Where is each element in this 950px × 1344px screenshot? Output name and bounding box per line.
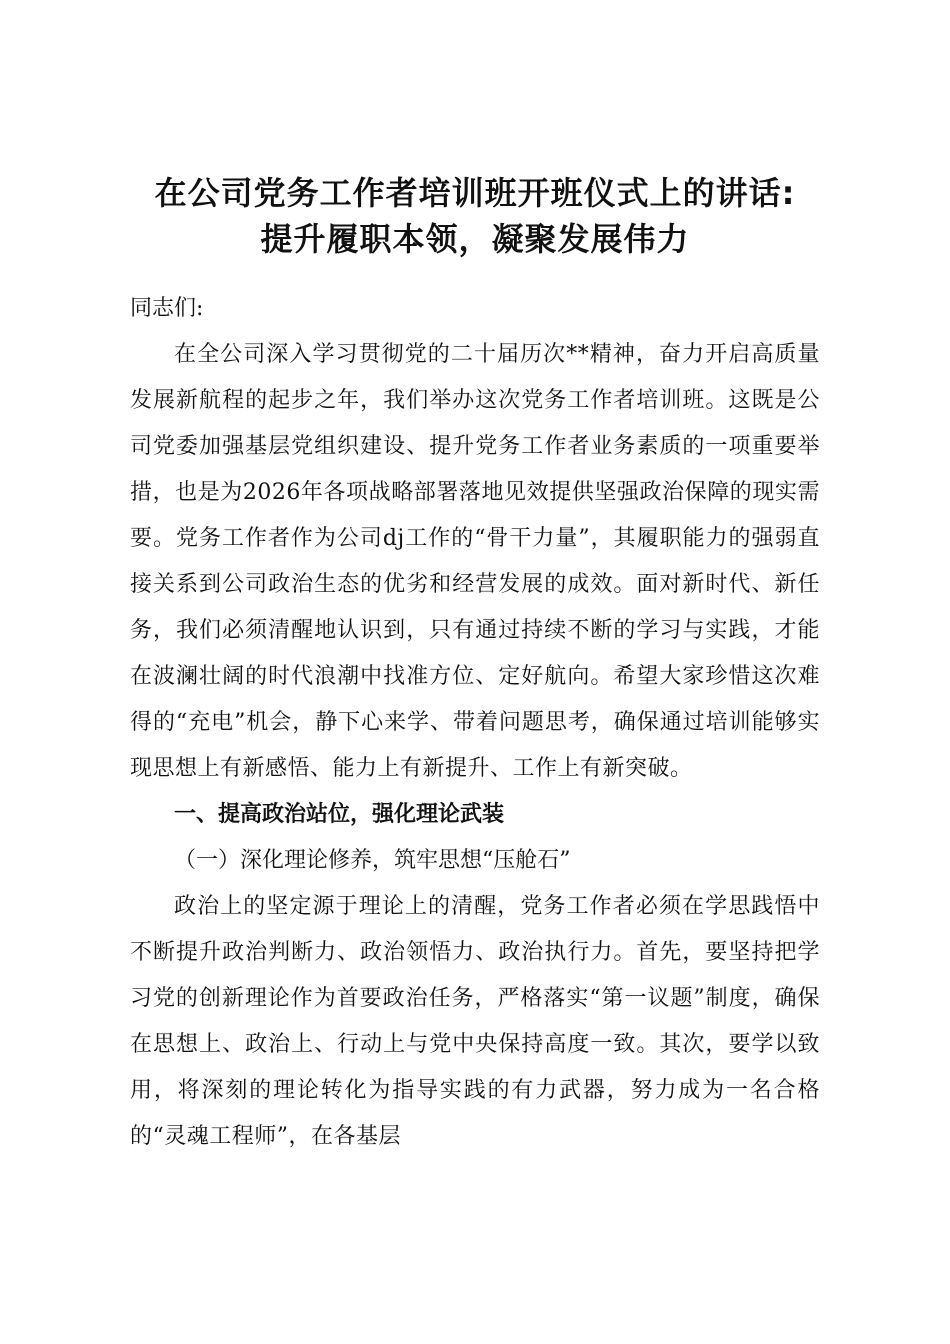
document-body — [130, 286, 820, 1160]
subsection-paragraph-1: 政治上的坚定源于理论上的清醒，党务工作者必须在学思践悟中不断提升政治判断力、政治领悟力、政治执行力。首先，要坚持把学习党的创新理论作为首要政治任务，严格落实“第一议题”制度，确保在思想上、政治上、行动上与党中央保持高度一致。其次，要学以致用，将深刻的理论转化为指导实践的有力武器，努力成为一名合格的“灵魂工程师”，在各基层 — [130, 894, 820, 1149]
intro-paragraph: 在全公司深入学习贯彻党的二十届历次**精神，奋力开启高质量发展新航程的起步之年，我们举办这次党务工作者培训班。这既是公司党委加强基层党组织建设、提升党务工作者业务素质的一项重要举措，也是为2026年各项战略部署落地见效提供坚强政治保障的现实需要。党务工作者作为公司dj工作的“骨干力量”，其履职能力的强弱直接关系到公司政治生态的优劣和经营发展的成效。面对新时代、新任务，我们必须清醒地认识到，只有通过持续不断的学习与实践，才能在波澜壮阔的时代浪潮中找准方位、定好航向。希望大家珍惜这次难得的“充电”机会，静下心来学、带着问题思考，确保通过培训能够实现思想上有新感悟、能力上有新提升、工作上有新突破。 — [130, 342, 820, 781]
title-line-2: 提升履职本领，凝聚发展伟力 — [260, 220, 690, 258]
subsection-heading-1: （一）深化理论修养，筑牢思想“压舱石” — [174, 848, 571, 873]
salutation: 同志们: — [130, 296, 204, 321]
title-line-1: 在公司党务工作者培训班开班仪式上的讲话: — [154, 174, 796, 212]
document-title — [60, 170, 890, 262]
section-heading-1: 一、提高政治站位，强化理论武装 — [174, 802, 505, 827]
